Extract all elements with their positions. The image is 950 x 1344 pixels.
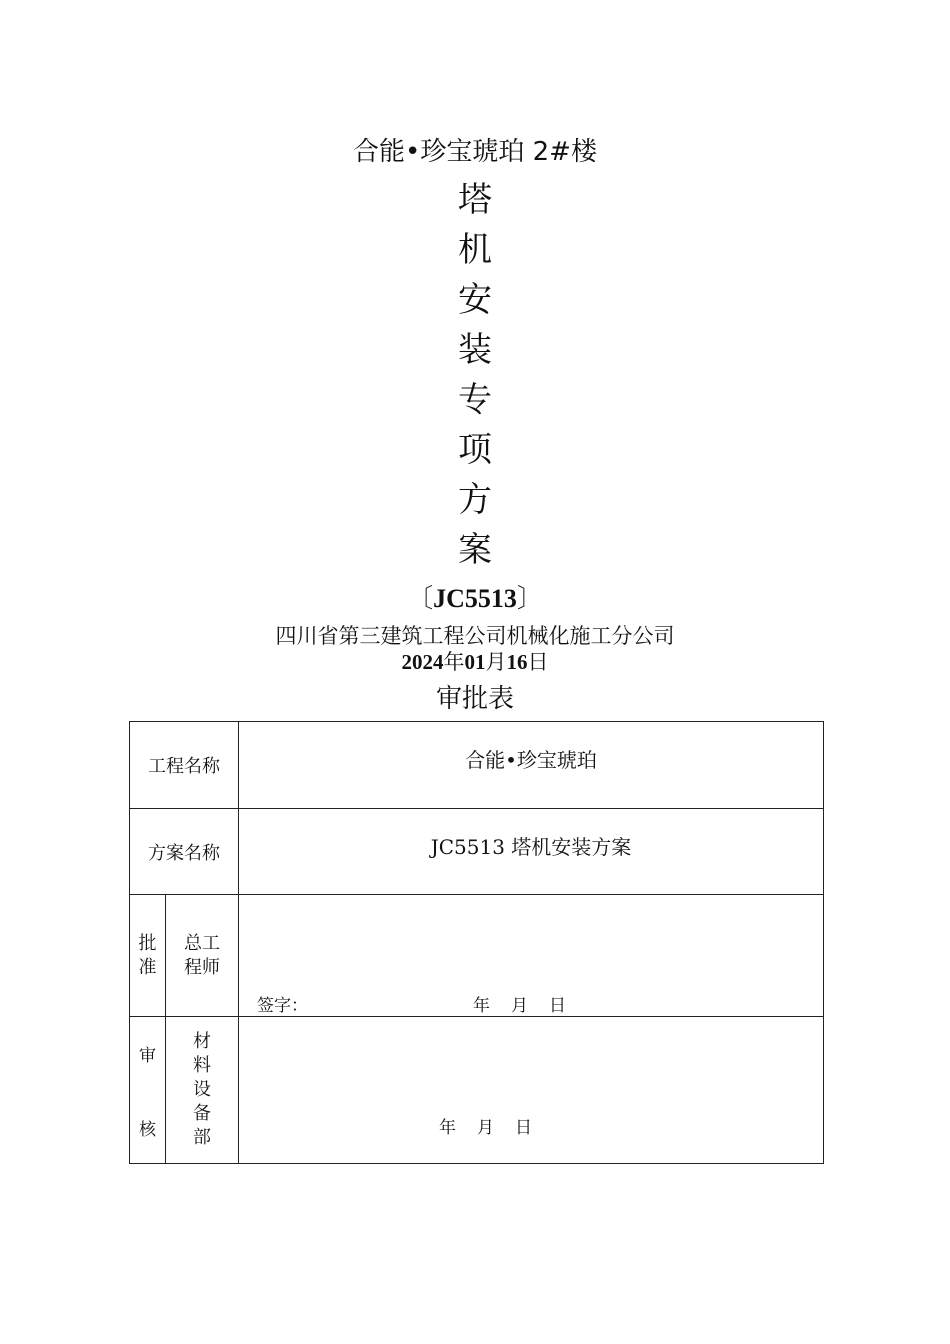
date-year: 2024 <box>401 650 444 674</box>
dept-label-char: 料 <box>193 1055 211 1076</box>
date-month-unit: 月 <box>485 650 507 674</box>
date-month: 01 <box>464 650 486 674</box>
table-row-project-name <box>130 722 824 809</box>
title-char: 项 <box>458 430 492 470</box>
title-char: 塔 <box>458 180 492 220</box>
project-title: 合能•珍宝琥珀 2#楼 <box>353 137 597 167</box>
review-signature-cell[interactable] <box>239 1017 824 1164</box>
review-label-cell <box>130 1017 166 1164</box>
project-name-label: 工程名称 <box>130 722 239 809</box>
title-char: 方 <box>458 480 492 520</box>
vertical-document-title <box>440 175 510 575</box>
plan-name-cell <box>239 809 824 895</box>
dept-label-char: 设 <box>193 1079 211 1100</box>
project-name-value: 合能•珍宝琥珀 <box>465 748 597 772</box>
chief-engineer-label-cell <box>166 895 239 1017</box>
dept-label-char: 材 <box>193 1031 211 1052</box>
approve-label-char: 准 <box>138 956 157 978</box>
review-date-placeholder: 年 月 日 <box>439 1118 534 1138</box>
table-row-review <box>130 1017 824 1164</box>
signature-label: 签字： <box>257 996 308 1016</box>
title-char: 案 <box>458 530 492 570</box>
title-char: 安 <box>458 280 492 320</box>
dept-label-char: 部 <box>193 1127 211 1148</box>
title-char: 机 <box>458 230 492 270</box>
date-day: 16 <box>506 650 528 674</box>
model-code-text: JC5513 <box>433 584 517 613</box>
approval-table <box>129 721 824 1164</box>
bracket-close: 〕 <box>516 584 543 613</box>
materials-dept-label-cell <box>166 1017 239 1164</box>
signature-date-placeholder: 年 月 日 <box>473 996 568 1016</box>
approve-label-char: 批 <box>138 932 157 954</box>
approval-signature-cell[interactable] <box>239 895 824 1017</box>
chief-engineer-label-line: 程师 <box>184 956 220 978</box>
title-char: 专 <box>458 380 492 420</box>
project-name-cell <box>239 722 824 809</box>
plan-name-label: 方案名称 <box>130 809 239 895</box>
bracket-open: 〔 <box>407 584 434 613</box>
review-label-char: 核 <box>139 1120 156 1140</box>
chief-engineer-label-line: 总工 <box>184 932 220 954</box>
plan-name-value: JC5513 塔机安装方案 <box>430 835 632 859</box>
company-name: 四川省第三建筑工程公司机械化施工分公司 <box>275 624 675 648</box>
approve-label-cell <box>130 895 166 1017</box>
approval-form-heading: 审批表 <box>435 684 514 714</box>
review-label-char: 审 <box>139 1046 156 1066</box>
issue-date <box>0 646 950 676</box>
table-row-plan-name <box>130 809 824 895</box>
table-row-approval <box>130 895 824 1017</box>
crane-model-code <box>0 578 950 615</box>
dept-label-char: 备 <box>193 1103 211 1124</box>
title-char: 装 <box>458 330 492 370</box>
date-year-unit: 年 <box>443 650 465 674</box>
date-day-unit: 日 <box>527 650 549 674</box>
